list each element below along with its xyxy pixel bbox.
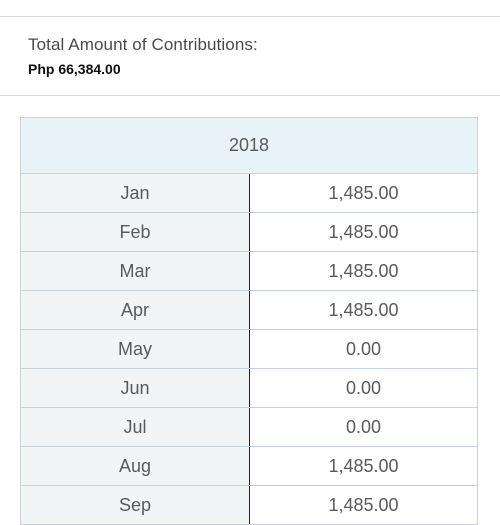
amount-cell: 1,485.00: [250, 486, 477, 524]
amount-cell: 0.00: [250, 369, 477, 407]
total-contributions-value: Php 66,384.00: [28, 61, 121, 77]
table-row: [21, 330, 477, 369]
total-contributions-label: Total Amount of Contributions:: [28, 35, 258, 54]
month-cell: May: [21, 330, 250, 368]
month-cell: Apr: [21, 291, 250, 329]
table-row: [21, 252, 477, 291]
table-row: [21, 369, 477, 408]
month-cell: Jun: [21, 369, 250, 407]
month-cell: Aug: [21, 447, 250, 485]
top-divider: [0, 16, 500, 17]
month-cell: Jul: [21, 408, 250, 446]
amount-cell: 1,485.00: [250, 291, 477, 329]
amount-cell: 1,485.00: [250, 174, 477, 212]
amount-cell: 1,485.00: [250, 213, 477, 251]
table-row: [21, 291, 477, 330]
table-row: [21, 447, 477, 486]
amount-cell: 1,485.00: [250, 447, 477, 485]
summary-divider: [0, 95, 500, 96]
year-header: 2018: [21, 118, 477, 174]
amount-cell: 1,485.00: [250, 252, 477, 290]
amount-cell: 0.00: [250, 408, 477, 446]
month-cell: Sep: [21, 486, 250, 524]
table-row: [21, 408, 477, 447]
table-row: [21, 174, 477, 213]
month-cell: Jan: [21, 174, 250, 212]
table-row: [21, 486, 477, 525]
contributions-summary: [28, 34, 488, 78]
amount-cell: 0.00: [250, 330, 477, 368]
month-cell: Feb: [21, 213, 250, 251]
contributions-table: [20, 117, 478, 525]
month-cell: Mar: [21, 252, 250, 290]
table-row: [21, 213, 477, 252]
